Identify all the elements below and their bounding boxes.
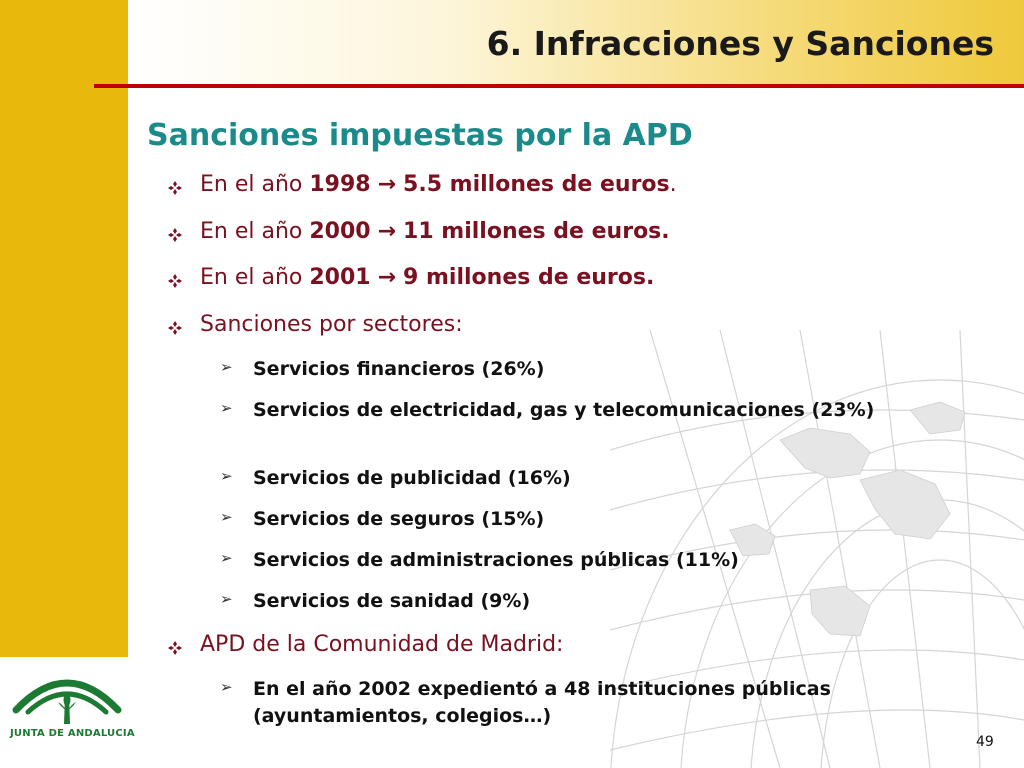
slide-title: 6. Infracciones y Sanciones [486, 24, 994, 63]
page-number: 49 [976, 734, 994, 750]
arrowhead-bullet-icon: ➢ [220, 358, 233, 376]
arrowhead-bullet-icon: ➢ [220, 590, 233, 608]
arrowhead-bullet-icon: ➢ [220, 508, 233, 526]
right-arrow-icon: → [377, 172, 397, 197]
arrowhead-bullet-icon: ➢ [220, 549, 233, 567]
bullet-text: APD de la Comunidad de Madrid: [200, 632, 564, 657]
arrowhead-bullet-icon: ➢ [220, 467, 233, 485]
arrowhead-bullet-icon: ➢ [220, 399, 233, 417]
diamond-bullet-icon [168, 181, 182, 195]
logo-text: JUNTA DE ANDALUCIA [10, 728, 135, 739]
diamond-bullet-icon [168, 321, 182, 335]
diamond-bullet-icon [168, 228, 182, 242]
diamond-bullet-icon [168, 641, 182, 655]
bullet-text: En el año 2000 → 11 millones de euros. [200, 219, 670, 244]
bullet-text: En el año 2001 → 9 millones de euros. [200, 265, 655, 290]
left-accent-bar [0, 0, 128, 657]
title-underline [94, 84, 1024, 88]
section-heading: Sanciones impuestas por la APD [147, 118, 693, 153]
right-arrow-icon: → [377, 219, 397, 244]
bullet-text: En el año 1998 → 5.5 millones de euros. [200, 172, 677, 197]
right-arrow-icon: → [377, 265, 397, 290]
arrowhead-bullet-icon: ➢ [220, 678, 233, 696]
bullet-text: Sanciones por sectores: [200, 312, 463, 337]
diamond-bullet-icon [168, 274, 182, 288]
